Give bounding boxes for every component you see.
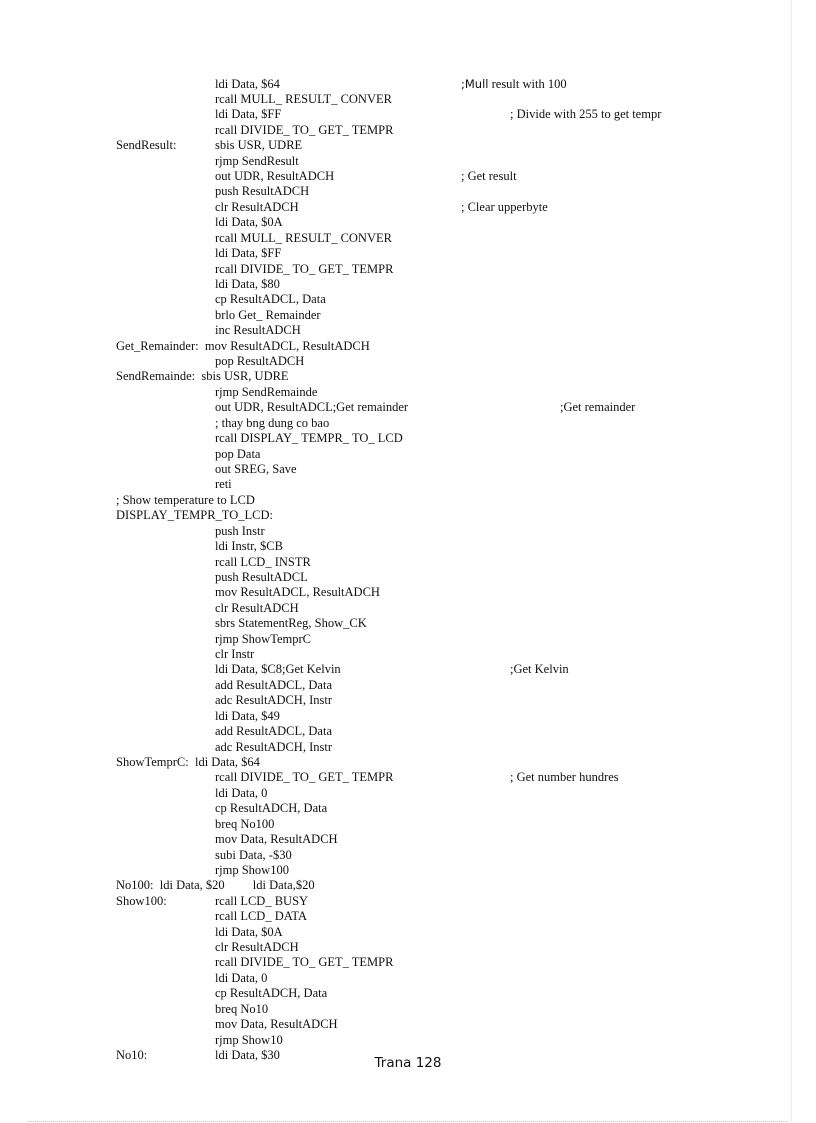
code-instruction: rjmp SendResult bbox=[215, 153, 299, 168]
code-line bbox=[0, 292, 816, 307]
code-comment: ;Get Kelvin bbox=[510, 662, 569, 677]
code-instruction: breq No10 bbox=[215, 1001, 269, 1016]
code-line bbox=[0, 740, 816, 755]
code-line bbox=[0, 154, 816, 169]
code-instruction: pop Data bbox=[215, 446, 261, 461]
code-instruction: clr Instr bbox=[215, 647, 255, 662]
code-instruction: reti bbox=[215, 477, 232, 492]
code-instruction: ldi Data, $64 bbox=[215, 76, 280, 91]
code-instruction: rcall DIVIDE_ TO_ GET_ TEMPR bbox=[215, 955, 394, 970]
code-line bbox=[0, 354, 816, 369]
code-comment bbox=[461, 77, 567, 92]
code-instruction: mov Data, ResultADCH bbox=[215, 1017, 338, 1032]
code-line bbox=[0, 231, 816, 246]
code-instruction: clr ResultADCH bbox=[215, 600, 299, 615]
code-line bbox=[0, 400, 816, 415]
code-line bbox=[0, 447, 816, 462]
code-instruction: ldi Data, $0A bbox=[215, 924, 283, 939]
code-line bbox=[0, 693, 816, 708]
code-instruction: cp ResultADCH, Data bbox=[215, 801, 328, 816]
code-line-text: SendRemainde: sbis USR, UDRE bbox=[116, 369, 289, 384]
code-instruction: clr ResultADCH bbox=[215, 199, 299, 214]
code-comment: ; Get result bbox=[461, 169, 517, 184]
code-line bbox=[0, 323, 816, 338]
code-line bbox=[0, 1033, 816, 1048]
code-instruction: ldi Data, $49 bbox=[215, 708, 280, 723]
code-instruction: ldi Data, $FF bbox=[215, 246, 282, 261]
code-instruction: rcall MULL_ RESULT_ CONVER bbox=[215, 91, 392, 106]
code-line bbox=[0, 215, 816, 230]
code-line bbox=[0, 878, 816, 893]
code-instruction: rjmp Show10 bbox=[215, 1032, 283, 1047]
code-instruction: ldi Data, $C8;Get Kelvin bbox=[215, 662, 341, 677]
code-instruction: pop ResultADCH bbox=[215, 354, 305, 369]
code-line bbox=[0, 848, 816, 863]
code-line-text: Get_Remainder: mov ResultADCL, ResultADCH bbox=[116, 338, 370, 353]
code-instruction: ldi Instr, $CB bbox=[215, 539, 283, 554]
code-line bbox=[0, 647, 816, 662]
page-edge-right bbox=[791, 0, 792, 1121]
code-comment: ; Divide with 255 to get tempr bbox=[510, 107, 662, 122]
code-instruction: rjmp ShowTemprC bbox=[215, 631, 311, 646]
code-instruction: add ResultADCL, Data bbox=[215, 677, 332, 692]
code-line bbox=[0, 755, 816, 770]
code-instruction: clr ResultADCH bbox=[215, 940, 299, 955]
code-instruction: rjmp SendRemainde bbox=[215, 384, 318, 399]
code-line bbox=[0, 678, 816, 693]
code-line bbox=[0, 662, 816, 677]
code-line bbox=[0, 262, 816, 277]
code-line bbox=[0, 801, 816, 816]
code-line bbox=[0, 955, 816, 970]
code-line bbox=[0, 909, 816, 924]
code-line bbox=[0, 246, 816, 261]
code-line bbox=[0, 277, 816, 292]
code-line bbox=[0, 92, 816, 107]
code-line bbox=[0, 369, 816, 384]
code-line-text: ; Show temperature to LCD bbox=[116, 492, 255, 507]
code-line bbox=[0, 585, 816, 600]
code-line bbox=[0, 986, 816, 1001]
code-line bbox=[0, 570, 816, 585]
code-instruction: rcall DISPLAY_ TEMPR_ TO_ LCD bbox=[215, 431, 403, 446]
code-line bbox=[0, 339, 816, 354]
code-instruction: mov Data, ResultADCH bbox=[215, 832, 338, 847]
code-instruction: ldi Data, $0A bbox=[215, 215, 283, 230]
code-line-text: ShowTemprC: ldi Data, $64 bbox=[116, 754, 260, 769]
code-instruction: out SREG, Save bbox=[215, 462, 297, 476]
code-line bbox=[0, 508, 816, 523]
code-line bbox=[0, 539, 816, 554]
code-line bbox=[0, 524, 816, 539]
code-line bbox=[0, 616, 816, 631]
code-instruction: out UDR, ResultADCL;Get remainder bbox=[215, 400, 409, 415]
code-line-text: DISPLAY_TEMPR_TO_LCD: bbox=[116, 508, 273, 523]
code-line bbox=[0, 925, 816, 940]
code-line bbox=[0, 709, 816, 724]
comment-text: result with 100 bbox=[488, 76, 567, 91]
code-comment: ; Clear upperbyte bbox=[461, 199, 548, 214]
code-instruction: rcall DIVIDE_ TO_ GET_ TEMPR bbox=[215, 770, 394, 785]
code-line bbox=[0, 416, 816, 431]
code-label: No10: bbox=[116, 1047, 148, 1062]
code-instruction: cp ResultADCH, Data bbox=[215, 986, 328, 1001]
code-line bbox=[0, 724, 816, 739]
code-instruction: sbis USR, UDRE bbox=[215, 138, 303, 153]
code-instruction: rjmp Show100 bbox=[215, 862, 289, 877]
code-instruction: brlo Get_ Remainder bbox=[215, 307, 321, 322]
code-line bbox=[0, 601, 816, 616]
code-instruction: rcall MULL_ RESULT_ CONVER bbox=[215, 230, 392, 245]
code-line bbox=[0, 493, 816, 508]
code-instruction: push Instr bbox=[215, 523, 265, 538]
code-line bbox=[0, 462, 816, 477]
code-line bbox=[0, 832, 816, 847]
code-line bbox=[0, 107, 816, 122]
code-instruction: rcall LCD_ INSTR bbox=[215, 554, 311, 569]
code-instruction: mov ResultADCL, ResultADCH bbox=[215, 585, 380, 600]
code-instruction: rcall LCD_ BUSY bbox=[215, 893, 309, 908]
code-label: Show100: bbox=[116, 893, 167, 908]
code-instruction: add ResultADCL, Data bbox=[215, 724, 332, 739]
code-line bbox=[0, 431, 816, 446]
code-instruction: subi Data, -$30 bbox=[215, 847, 292, 862]
code-instruction: ldi Data, $30 bbox=[215, 1047, 280, 1062]
code-line bbox=[0, 971, 816, 986]
code-comment: ; Get number hundres bbox=[510, 770, 619, 785]
code-line bbox=[0, 817, 816, 832]
page-number: Trana 128 bbox=[374, 1055, 442, 1071]
code-line bbox=[0, 123, 816, 138]
code-line bbox=[0, 184, 816, 199]
code-instruction: ldi Data, 0 bbox=[215, 785, 268, 800]
code-instruction: ldi Data, 0 bbox=[215, 970, 268, 985]
code-line bbox=[0, 894, 816, 909]
code-instruction: rcall DIVIDE_ TO_ GET_ TEMPR bbox=[215, 122, 394, 137]
code-instruction: ldi Data, $80 bbox=[215, 276, 280, 291]
code-line bbox=[0, 1017, 816, 1032]
code-line bbox=[0, 169, 816, 184]
code-line bbox=[0, 632, 816, 647]
code-line bbox=[0, 77, 816, 92]
comment-prefix: ;Mull bbox=[461, 76, 489, 91]
code-line bbox=[0, 138, 816, 153]
page-edge-bottom bbox=[28, 1121, 788, 1122]
code-line bbox=[0, 555, 816, 570]
code-instruction: rcall LCD_ DATA bbox=[215, 909, 308, 924]
code-line bbox=[0, 940, 816, 955]
code-line bbox=[0, 200, 816, 215]
code-instruction: cp ResultADCL, Data bbox=[215, 292, 326, 307]
code-label: SendResult: bbox=[116, 138, 177, 153]
code-line bbox=[0, 477, 816, 492]
code-line bbox=[0, 770, 816, 785]
code-comment: ;Get remainder bbox=[560, 400, 636, 415]
code-line bbox=[0, 1002, 816, 1017]
code-line bbox=[0, 863, 816, 878]
code-instruction: adc ResultADCH, Instr bbox=[215, 693, 332, 708]
code-instruction: sbrs StatementReg, Show_CK bbox=[215, 616, 367, 631]
code-instruction: breq No100 bbox=[215, 816, 275, 831]
code-instruction: out UDR, ResultADCH bbox=[215, 169, 335, 184]
code-line-text: No100: ldi Data, $20 ldi Data,$20 bbox=[116, 878, 315, 893]
code-instruction: ldi Data, $FF bbox=[215, 107, 282, 122]
code-line bbox=[0, 308, 816, 323]
code-instruction: rcall DIVIDE_ TO_ GET_ TEMPR bbox=[215, 261, 394, 276]
code-instruction: ; thay bng dung co bao bbox=[215, 415, 330, 430]
code-instruction: adc ResultADCH, Instr bbox=[215, 739, 332, 754]
code-instruction: push ResultADCH bbox=[215, 184, 310, 199]
code-instruction: push ResultADCL bbox=[215, 569, 308, 584]
code-instruction: inc ResultADCH bbox=[215, 323, 301, 338]
code-line bbox=[0, 385, 816, 400]
code-line bbox=[0, 786, 816, 801]
